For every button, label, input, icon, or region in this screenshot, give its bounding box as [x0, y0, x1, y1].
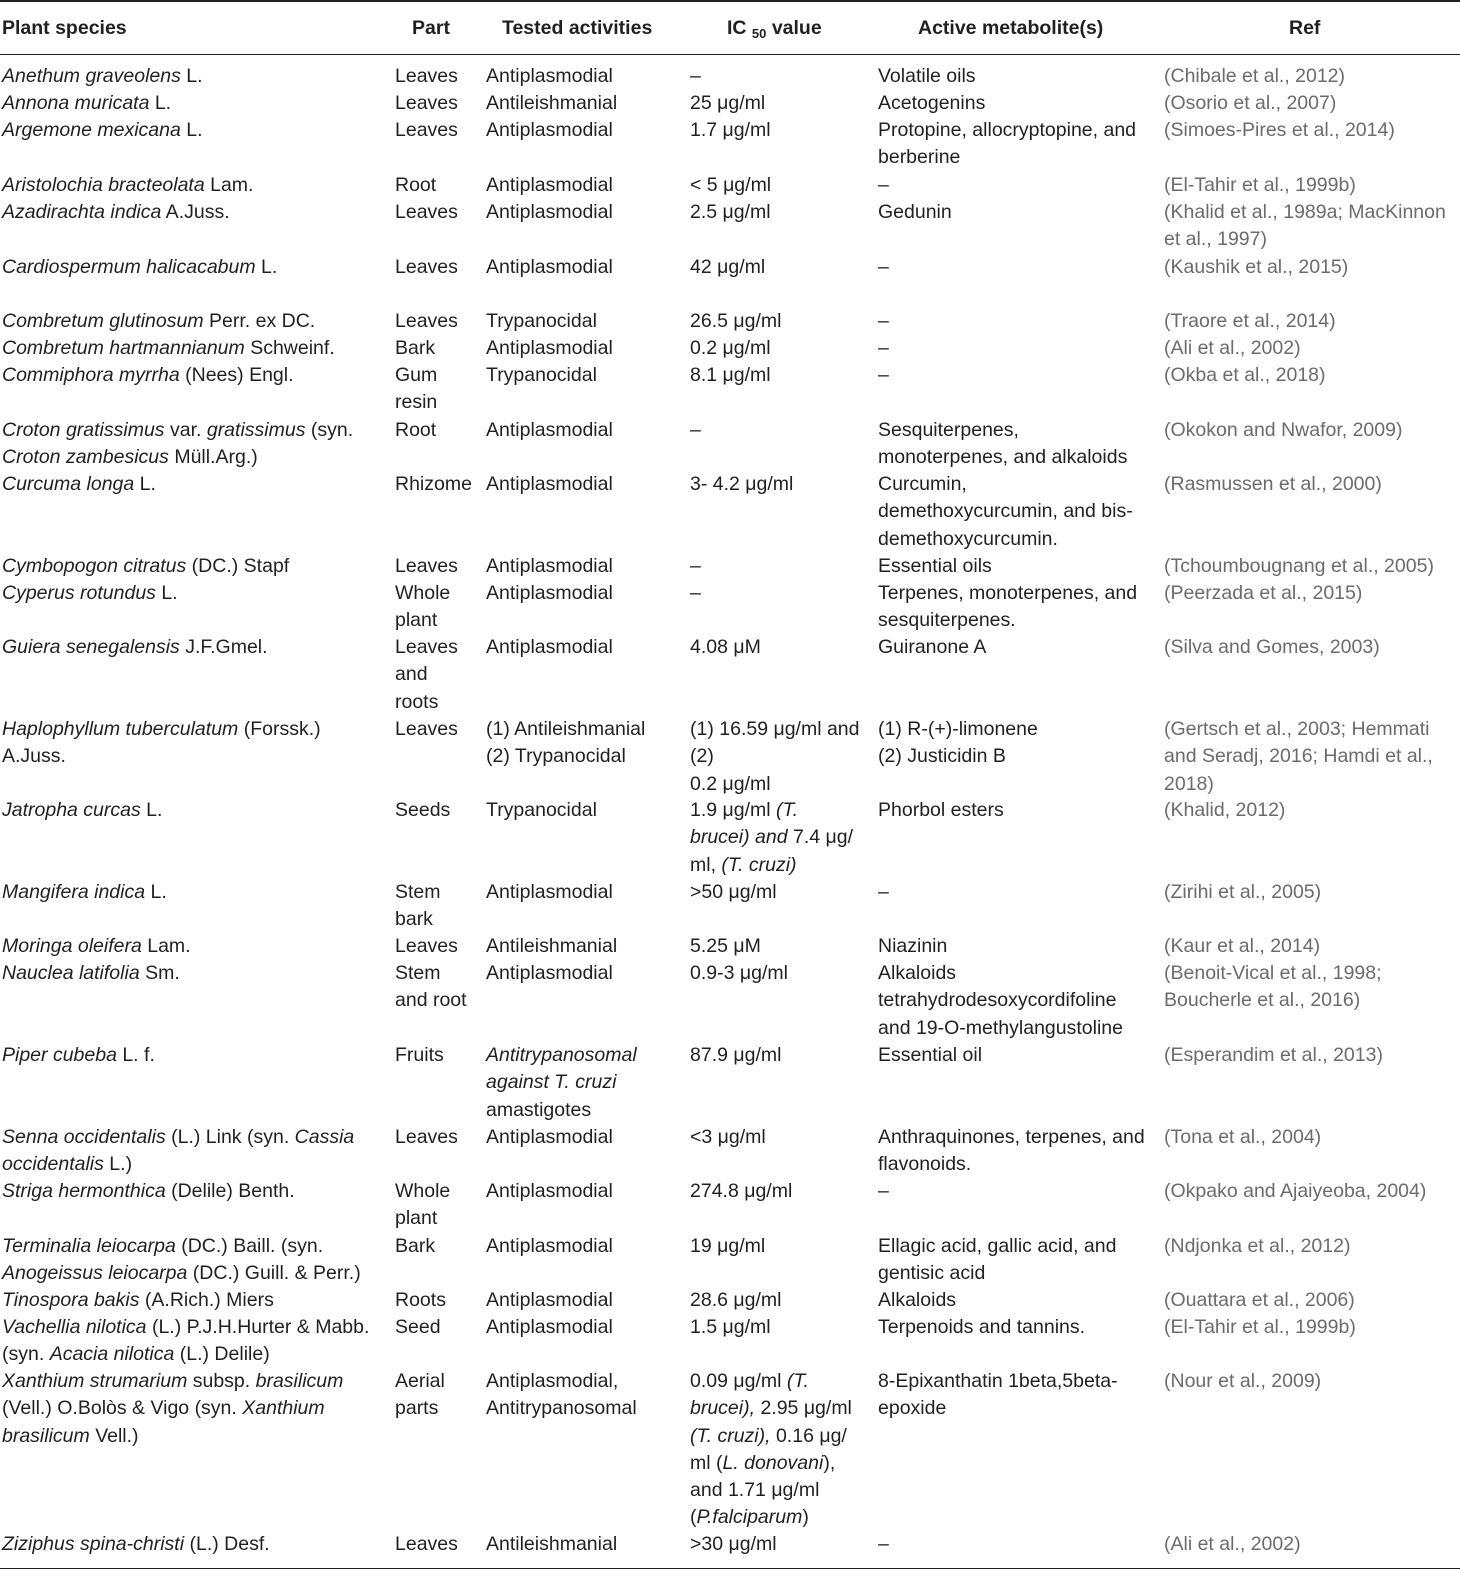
cell-ic50-value: 28.6 μg/ml: [690, 1289, 782, 1311]
cell-ic50-value: –: [690, 555, 701, 577]
cell-part: Rhizome: [395, 473, 472, 495]
cell-ic50-value: 25 μg/ml: [690, 92, 766, 114]
cell-plant-species: Cardiospermum halicacabum L.: [2, 256, 278, 278]
cell-plant-species: Senna occidentalis (L.) Link (syn. Cassia occidentalis L.): [2, 1126, 355, 1176]
header-ref: Ref: [1289, 17, 1321, 39]
cell-active-metabolites: –: [878, 1533, 889, 1555]
cell-ref: (Peerzada et al., 2015): [1164, 582, 1363, 604]
cell-ref: (Okba et al., 2018): [1164, 364, 1326, 386]
cell-part: Root: [395, 419, 437, 441]
cell-tested-activities: Antiplasmodial: [486, 636, 613, 658]
header-rule: [0, 54, 1460, 55]
cell-ref: (Traore et al., 2014): [1164, 310, 1336, 332]
cell-tested-activities: (1) Antileishmanial (2) Trypanocidal: [486, 718, 646, 768]
cell-part: Leaves: [395, 1126, 458, 1148]
cell-part: Leaves: [395, 256, 458, 278]
cell-ref: (Khalid et al., 1989a; MacKinnon et al., 1997): [1164, 201, 1446, 251]
cell-tested-activities: Antiplasmodial: [486, 174, 613, 196]
cell-part: Leaves: [395, 119, 458, 141]
cell-active-metabolites: Anthraquinones, terpenes, and flavonoids.: [878, 1126, 1145, 1176]
cell-tested-activities: Antiplasmodial: [486, 256, 613, 278]
cell-part: Leaves: [395, 935, 458, 957]
cell-active-metabolites: Essential oils: [878, 555, 992, 577]
cell-active-metabolites: Gedunin: [878, 201, 952, 223]
cell-active-metabolites: –: [878, 881, 889, 903]
cell-tested-activities: Antiplasmodial: [486, 555, 613, 577]
cell-active-metabolites: Curcumin, demethoxycurcumin, and bis- demethoxycurcumin.: [878, 473, 1133, 550]
cell-part: Leaves: [395, 1533, 458, 1555]
cell-ref: (Esperandim et al., 2013): [1164, 1044, 1383, 1066]
cell-ref: (Chibale et al., 2012): [1164, 65, 1346, 87]
cell-plant-species: Striga hermonthica (Delile) Benth.: [2, 1180, 295, 1202]
cell-ref: (Silva and Gomes, 2003): [1164, 636, 1380, 658]
cell-ref: (Ali et al., 2002): [1164, 1533, 1301, 1555]
cell-plant-species: Terminalia leiocarpa (DC.) Baill. (syn. Anogeissus leiocarpa (DC.) Guill. & Perr.): [2, 1235, 361, 1285]
cell-ic50-value: 274.8 μg/ml: [690, 1180, 793, 1202]
cell-part: Stem bark: [395, 881, 441, 931]
cell-active-metabolites: Sesquiterpenes, monoterpenes, and alkaloids: [878, 419, 1128, 469]
cell-plant-species: Vachellia nilotica (L.) P.J.H.Hurter & Mabb. (syn. Acacia nilotica (L.) Delile): [2, 1316, 370, 1366]
cell-active-metabolites: –: [878, 256, 889, 278]
cell-active-metabolites: Phorbol esters: [878, 799, 1004, 821]
cell-plant-species: Guiera senegalensis J.F.Gmel.: [2, 636, 268, 658]
cell-ic50-value: 3- 4.2 μg/ml: [690, 473, 794, 495]
cell-plant-species: Nauclea latifolia Sm.: [2, 962, 180, 984]
cell-plant-species: Ziziphus spina-christi (L.) Desf.: [2, 1533, 270, 1555]
cell-tested-activities: Antileishmanial: [486, 935, 618, 957]
cell-tested-activities: Antiplasmodial: [486, 582, 613, 604]
header-part: Part: [412, 17, 450, 39]
cell-ic50-value: (1) 16.59 μg/ml and (2) 0.2 μg/ml: [690, 718, 860, 795]
cell-part: Leaves: [395, 310, 458, 332]
cell-ref: (Benoit-Vical et al., 1998; Boucherle et al., 2016): [1164, 962, 1382, 1012]
cell-tested-activities: Trypanocidal: [486, 364, 597, 386]
cell-tested-activities: Trypanocidal: [486, 799, 597, 821]
cell-plant-species: Anethum graveolens L.: [2, 65, 203, 87]
cell-ref: (Okokon and Nwafor, 2009): [1164, 419, 1403, 441]
cell-part: Leaves: [395, 92, 458, 114]
cell-active-metabolites: Niazinin: [878, 935, 948, 957]
cell-active-metabolites: (1) R-(+)-limonene (2) Justicidin B: [878, 718, 1038, 768]
cell-plant-species: Xanthium strumarium subsp. brasilicum (Vell.) O.Bolòs & Vigo (syn. Xanthium brasilicum Vell.): [2, 1370, 344, 1447]
cell-tested-activities: Antileishmanial: [486, 92, 618, 114]
cell-ic50-value: <3 μg/ml: [690, 1126, 766, 1148]
cell-ref: (Kaur et al., 2014): [1164, 935, 1321, 957]
cell-ref: (Nour et al., 2009): [1164, 1370, 1322, 1392]
cell-plant-species: Cymbopogon citratus (DC.) Stapf: [2, 555, 290, 577]
cell-active-metabolites: –: [878, 310, 889, 332]
cell-ref: (Simoes-Pires et al., 2014): [1164, 119, 1395, 141]
cell-plant-species: Combretum hartmannianum Schweinf.: [2, 337, 335, 359]
cell-active-metabolites: –: [878, 1180, 889, 1202]
cell-plant-species: Annona muricata L.: [2, 92, 172, 114]
cell-part: Leaves: [395, 555, 458, 577]
cell-tested-activities: Antiplasmodial: [486, 201, 613, 223]
cell-ic50-value: 8.1 μg/ml: [690, 364, 771, 386]
cell-tested-activities: Antiplasmodial: [486, 1126, 613, 1148]
cell-tested-activities: Antitrypanosomal against T. cruzi amastigotes: [486, 1044, 637, 1121]
cell-ref: (El-Tahir et al., 1999b): [1164, 174, 1356, 196]
cell-plant-species: Moringa oleifera Lam.: [2, 935, 191, 957]
cell-plant-species: Piper cubeba L. f.: [2, 1044, 155, 1066]
header-plant-species: Plant species: [2, 17, 127, 39]
cell-ic50-value: 42 μg/ml: [690, 256, 766, 278]
cell-active-metabolites: Essential oil: [878, 1044, 983, 1066]
cell-plant-species: Curcuma longa L.: [2, 473, 156, 495]
cell-active-metabolites: Guiranone A: [878, 636, 987, 658]
cell-ref: (Ali et al., 2002): [1164, 337, 1301, 359]
cell-ref: (Ndjonka et al., 2012): [1164, 1235, 1351, 1257]
cell-plant-species: Aristolochia bracteolata Lam.: [2, 174, 254, 196]
cell-active-metabolites: Alkaloids: [878, 1289, 957, 1311]
cell-active-metabolites: Volatile oils: [878, 65, 976, 87]
cell-ic50-value: 5.25 μM: [690, 935, 761, 957]
cell-part: Whole plant: [395, 582, 451, 632]
cell-ref: (El-Tahir et al., 1999b): [1164, 1316, 1356, 1338]
cell-part: Bark: [395, 337, 436, 359]
bottom-rule: [0, 1568, 1460, 1569]
cell-active-metabolites: Acetogenins: [878, 92, 986, 114]
cell-ref: (Tona et al., 2004): [1164, 1126, 1322, 1148]
cell-plant-species: Argemone mexicana L.: [2, 119, 203, 141]
cell-part: Aerial parts: [395, 1370, 445, 1420]
cell-ic50-value: 19 μg/ml: [690, 1235, 766, 1257]
cell-part: Whole plant: [395, 1180, 451, 1230]
cell-ref: (Okpako and Ajaiyeoba, 2004): [1164, 1180, 1427, 1202]
cell-ref: (Kaushik et al., 2015): [1164, 256, 1349, 278]
cell-plant-species: Commiphora myrrha (Nees) Engl.: [2, 364, 294, 386]
cell-part: Leaves and roots: [395, 636, 458, 713]
cell-plant-species: Haplophyllum tuberculatum (Forssk.) A.Juss.: [2, 718, 321, 768]
cell-plant-species: Jatropha curcas L.: [2, 799, 163, 821]
cell-active-metabolites: –: [878, 364, 889, 386]
cell-tested-activities: Antiplasmodial: [486, 1316, 613, 1338]
cell-plant-species: Combretum glutinosum Perr. ex DC.: [2, 310, 316, 332]
cell-active-metabolites: Protopine, allocryptopine, and berberine: [878, 119, 1137, 169]
cell-ref: (Osorio et al., 2007): [1164, 92, 1337, 114]
cell-ic50-value: –: [690, 65, 701, 87]
cell-ic50-value: 1.5 μg/ml: [690, 1316, 771, 1338]
cell-tested-activities: Trypanocidal: [486, 310, 597, 332]
cell-ic50-value: 2.5 μg/ml: [690, 201, 771, 223]
cell-ic50-value: < 5 μg/ml: [690, 174, 772, 196]
cell-ref: (Ouattara et al., 2006): [1164, 1289, 1355, 1311]
header-active-metabolites: Active metabolite(s): [918, 17, 1104, 39]
cell-tested-activities: Antiplasmodial: [486, 1180, 613, 1202]
cell-active-metabolites: –: [878, 337, 889, 359]
cell-tested-activities: Antileishmanial: [486, 1533, 618, 1555]
cell-tested-activities: Antiplasmodial: [486, 119, 613, 141]
cell-ref: (Tchoumbougnang et al., 2005): [1164, 555, 1434, 577]
cell-tested-activities: Antiplasmodial: [486, 419, 613, 441]
cell-part: Root: [395, 174, 437, 196]
cell-ref: (Khalid, 2012): [1164, 799, 1286, 821]
cell-ic50-value: 0.2 μg/ml: [690, 337, 771, 359]
cell-tested-activities: Antiplasmodial: [486, 962, 613, 984]
cell-ic50-value: >30 μg/ml: [690, 1533, 777, 1555]
cell-tested-activities: Antiplasmodial: [486, 337, 613, 359]
top-rule: [0, 0, 1460, 2]
cell-ic50-value: 87.9 μg/ml: [690, 1044, 782, 1066]
cell-ic50-value: >50 μg/ml: [690, 881, 777, 903]
cell-part: Seeds: [395, 799, 451, 821]
cell-active-metabolites: –: [878, 174, 889, 196]
cell-plant-species: Tinospora bakis (A.Rich.) Miers: [2, 1289, 274, 1311]
cell-active-metabolites: Alkaloids tetrahydrodesoxycordifoline and 19-O-methylangustoline: [878, 962, 1123, 1039]
cell-ref: (Gertsch et al., 2003; Hemmati and Seradj, 2016; Hamdi et al., 2018): [1164, 718, 1433, 795]
cell-ic50-value: 26.5 μg/ml: [690, 310, 782, 332]
cell-ic50-value: –: [690, 582, 701, 604]
cell-part: Leaves: [395, 201, 458, 223]
cell-ic50-value: 4.08 μM: [690, 636, 761, 658]
cell-ic50-value: 1.9 μg/ml (T. brucei) and 7.4 μg/ ml, (T. cruzi): [690, 799, 854, 876]
header-ic50-value: IC $_{50}$ value: [727, 17, 822, 41]
cell-ic50-value: 0.09 μg/ml (T. brucei), 2.95 μg/ml (T. cruzi), 0.16 μg/ ml (L. donovani), and 1.71 μg/ml (P.falciparum): [690, 1370, 852, 1529]
cell-plant-species: Azadirachta indica A.Juss.: [2, 201, 230, 223]
cell-part: Leaves: [395, 718, 458, 740]
cell-part: Bark: [395, 1235, 436, 1257]
cell-ic50-value: 0.9-3 μg/ml: [690, 962, 788, 984]
header-tested-activities: Tested activities: [502, 17, 653, 39]
cell-part: Seed: [395, 1316, 441, 1338]
cell-part: Roots: [395, 1289, 446, 1311]
cell-tested-activities: Antiplasmodial: [486, 1289, 613, 1311]
cell-tested-activities: Antiplasmodial: [486, 881, 613, 903]
cell-active-metabolites: Ellagic acid, gallic acid, and gentisic acid: [878, 1235, 1117, 1285]
cell-tested-activities: Antiplasmodial: [486, 1235, 613, 1257]
cell-part: Gum resin: [395, 364, 438, 414]
cell-active-metabolites: Terpenes, monoterpenes, and sesquiterpenes.: [878, 582, 1138, 632]
cell-ic50-value: –: [690, 419, 701, 441]
cell-part: Fruits: [395, 1044, 444, 1066]
cell-part: Stem and root: [395, 962, 467, 1012]
cell-active-metabolites: Terpenoids and tannins.: [878, 1316, 1086, 1338]
cell-tested-activities: Antiplasmodial: [486, 473, 613, 495]
cell-plant-species: Mangifera indica L.: [2, 881, 167, 903]
cell-tested-activities: Antiplasmodial: [486, 65, 613, 87]
cell-ref: (Rasmussen et al., 2000): [1164, 473, 1382, 495]
cell-ic50-value: 1.7 μg/ml: [690, 119, 771, 141]
cell-active-metabolites: 8-Epixanthatin 1beta,5beta- epoxide: [878, 1370, 1118, 1420]
cell-ref: (Zirihi et al., 2005): [1164, 881, 1322, 903]
cell-plant-species: Croton gratissimus var. gratissimus (syn. Croton zambesicus Müll.Arg.): [2, 419, 354, 469]
cell-part: Leaves: [395, 65, 458, 87]
cell-plant-species: Cyperus rotundus L.: [2, 582, 178, 604]
cell-tested-activities: Antiplasmodial, Antitrypanosomal: [486, 1370, 637, 1420]
